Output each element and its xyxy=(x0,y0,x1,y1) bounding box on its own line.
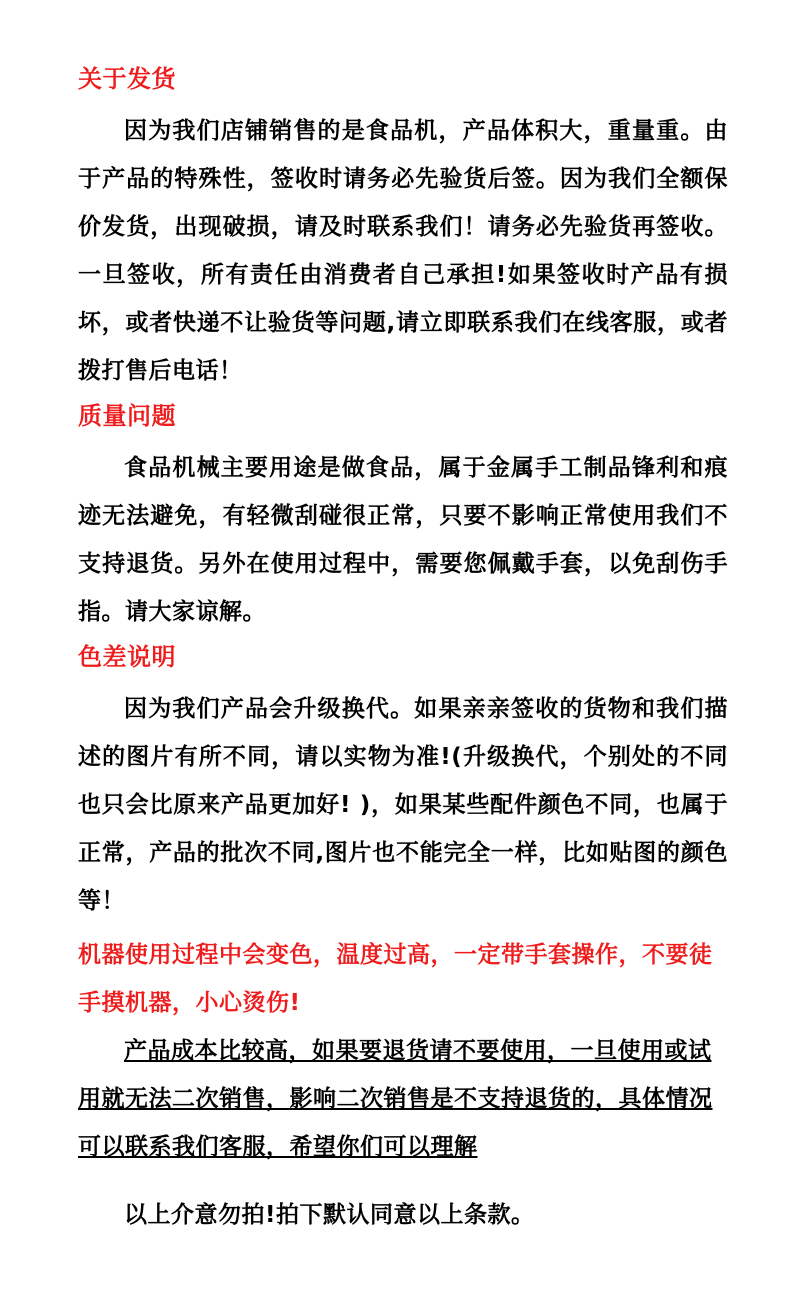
section-title-shipping: 关于发货 xyxy=(78,65,176,93)
section-title-quality: 质量问题 xyxy=(78,402,176,430)
section-body-shipping: 因为我们店铺销售的是食品机，产品体积大，重量重。由于产品的特殊性，签收时请务必先验货后签。因为我们全额保价发货，出现破损，请及时联系我们！请务必先验货再签收。一旦签收，所有责任由消费者自己承担!如果签收时产品有损坏，或者快递不让验货等问题,请立即联系我们在线客服，或者拨打售后电话！ xyxy=(78,118,728,384)
section-body-color: 因为我们产品会升级换代。如果亲亲签收的货物和我们描述的图片有所不同，请以实物为准!(升级换代，个别处的不同也只会比原来产品更加好! )，如果某些配件颜色不同，也属于正常，产品的批次不同,图片也不能完全一样，比如贴图的颜色等！ xyxy=(78,696,728,914)
return-policy: 产品成本比较高，如果要退货请不要使用，一旦使用或试用就无法二次销售，影响二次销售是不支持退货的，具体情况可以联系我们客服，希望你们可以理解 xyxy=(78,1038,713,1160)
burn-warning: 机器使用过程中会变色，温度过高，一定带手套操作，不要徒手摸机器，小心烫伤! xyxy=(78,942,713,1016)
section-body-quality: 食品机械主要用途是做食品，属于金属手工制品锋利和痕迹无法避免，有轻微刮碰很正常，只要不影响正常使用我们不支持退货。另外在使用过程中，需要您佩戴手套，以免刮伤手指。请大家谅解。 xyxy=(78,455,728,625)
section-title-color: 色差说明 xyxy=(78,643,176,671)
closing-note: 以上介意勿拍!拍下默认同意以上条款。 xyxy=(124,1202,535,1228)
